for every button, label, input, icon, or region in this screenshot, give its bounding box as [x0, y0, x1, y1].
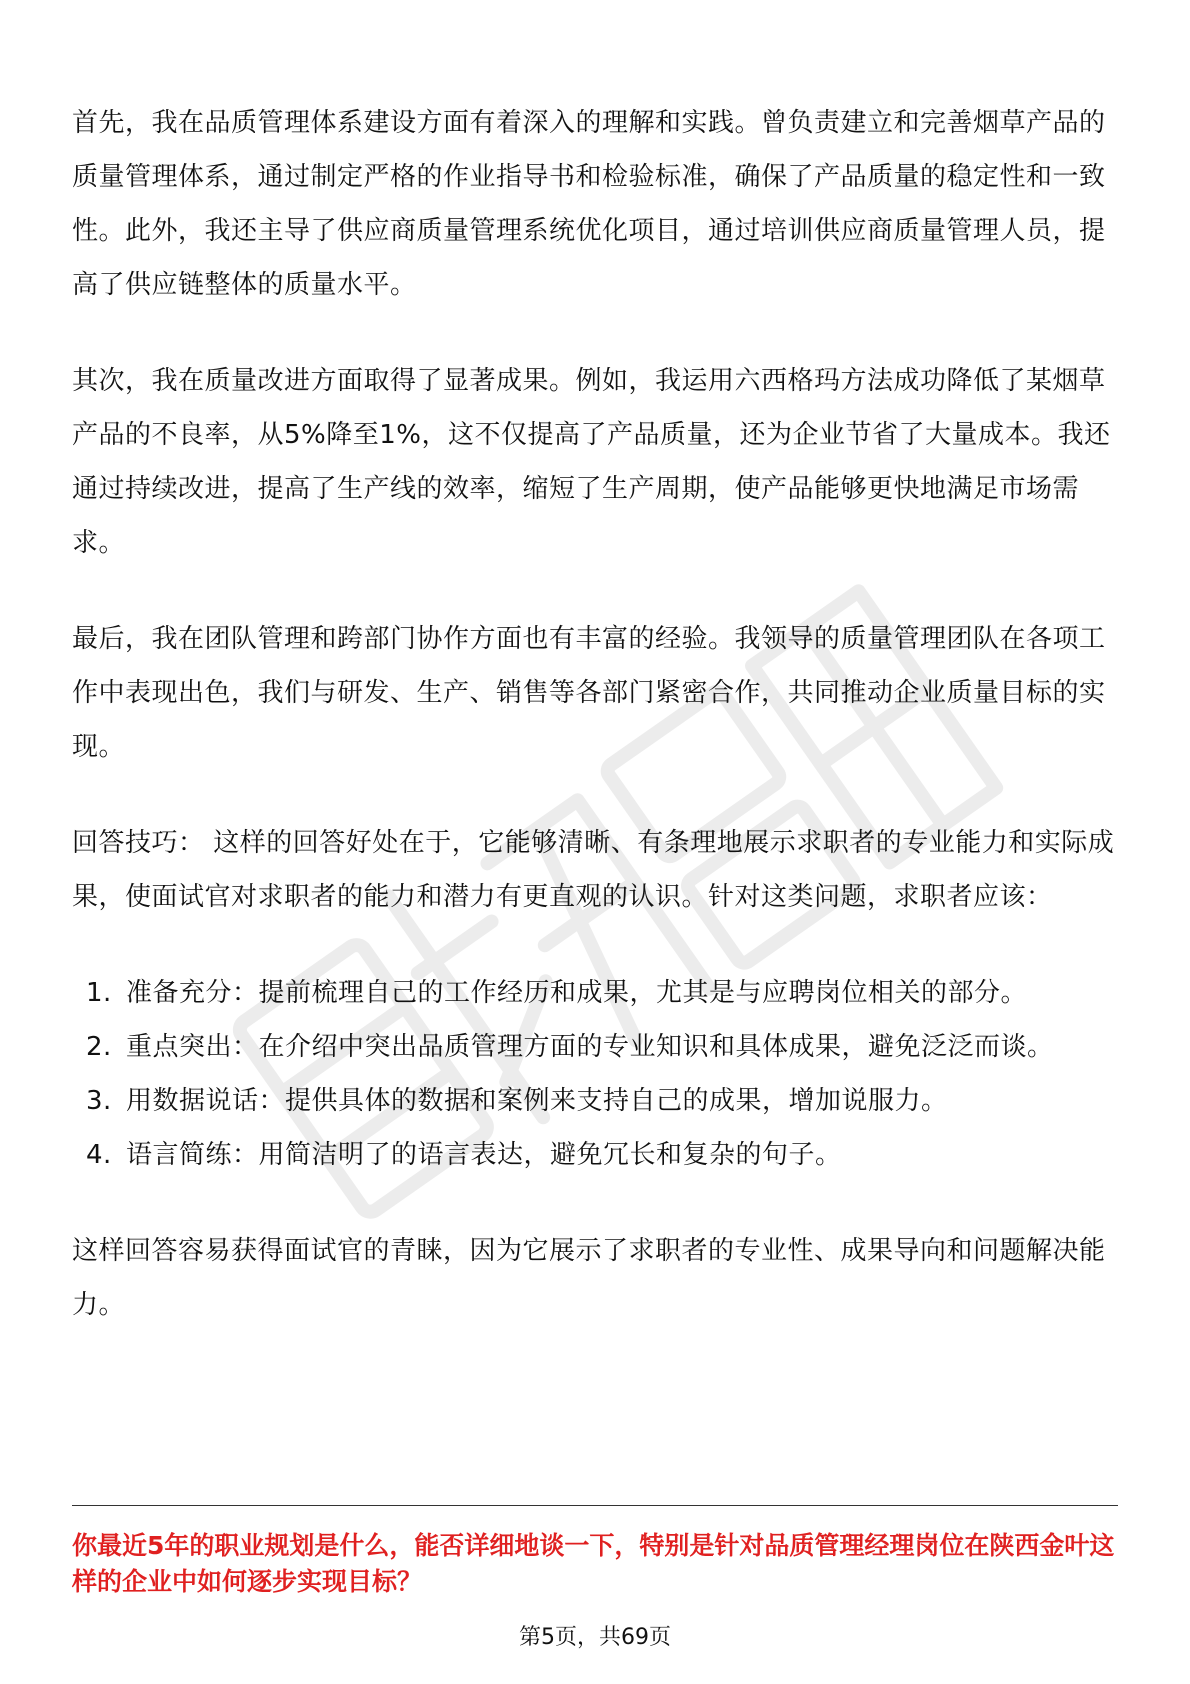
- tips-list: [72, 966, 1118, 1182]
- paragraph-quality-system: 首先，我在品质管理体系建设方面有着深入的理解和实践。曾负责建立和完善烟草产品的质量管理体系，通过制定严格的作业指导书和检验标准，确保了产品质量的稳定性和一致性。此外，我还主导了供应商质量管理系统优化项目，通过培训供应商质量管理人员，提高了供应链整体的质量水平。: [72, 108, 1106, 300]
- list-item: 1. 准备充分：提前梳理自己的工作经历和成果，尤其是与应聘岗位相关的部分。: [86, 978, 1028, 1008]
- document-body: [72, 96, 1118, 1332]
- list-item: 2. 重点突出：在介绍中突出品质管理方面的专业知识和具体成果，避免泛泛而谈。: [86, 1032, 1054, 1062]
- paragraph-team-management: 最后，我在团队管理和跨部门协作方面也有丰富的经验。我领导的质量管理团队在各项工作中表现出色，我们与研发、生产、销售等各部门紧密合作，共同推动企业质量目标的实现。: [72, 624, 1106, 762]
- paragraph-quality-improvement: 其次，我在质量改进方面取得了显著成果。例如，我运用六西格玛方法成功降低了某烟草产品的不良率，从5%降至1%，这不仅提高了产品质量，还为企业节省了大量成本。我还通过持续改进，提高了生产线的效率，缩短了生产周期，使产品能够更快地满足市场需求。: [72, 366, 1111, 558]
- list-item: 3. 用数据说话：提供具体的数据和案例来支持自己的成果，增加说服力。: [86, 1086, 948, 1116]
- section-divider: [72, 1505, 1118, 1506]
- list-item: 4. 语言简练：用简洁明了的语言表达，避免冗长和复杂的句子。: [86, 1140, 842, 1170]
- paragraph-conclusion: 这样回答容易获得面试官的青睐，因为它展示了求职者的专业性、成果导向和问题解决能力。: [72, 1236, 1106, 1320]
- page-number: 第5页，共69页: [519, 1625, 671, 1650]
- paragraph-answer-tips: 回答技巧： 这样的回答好处在于，它能够清晰、有条理地展示求职者的专业能力和实际成果，使面试官对求职者的能力和潜力有更直观的认识。针对这类问题，求职者应该：: [72, 828, 1115, 912]
- next-question-heading: 你最近5年的职业规划是什么，能否详细地谈一下，特别是针对品质管理经理岗位在陕西金叶这样的企业中如何逐步实现目标？: [72, 1531, 1115, 1596]
